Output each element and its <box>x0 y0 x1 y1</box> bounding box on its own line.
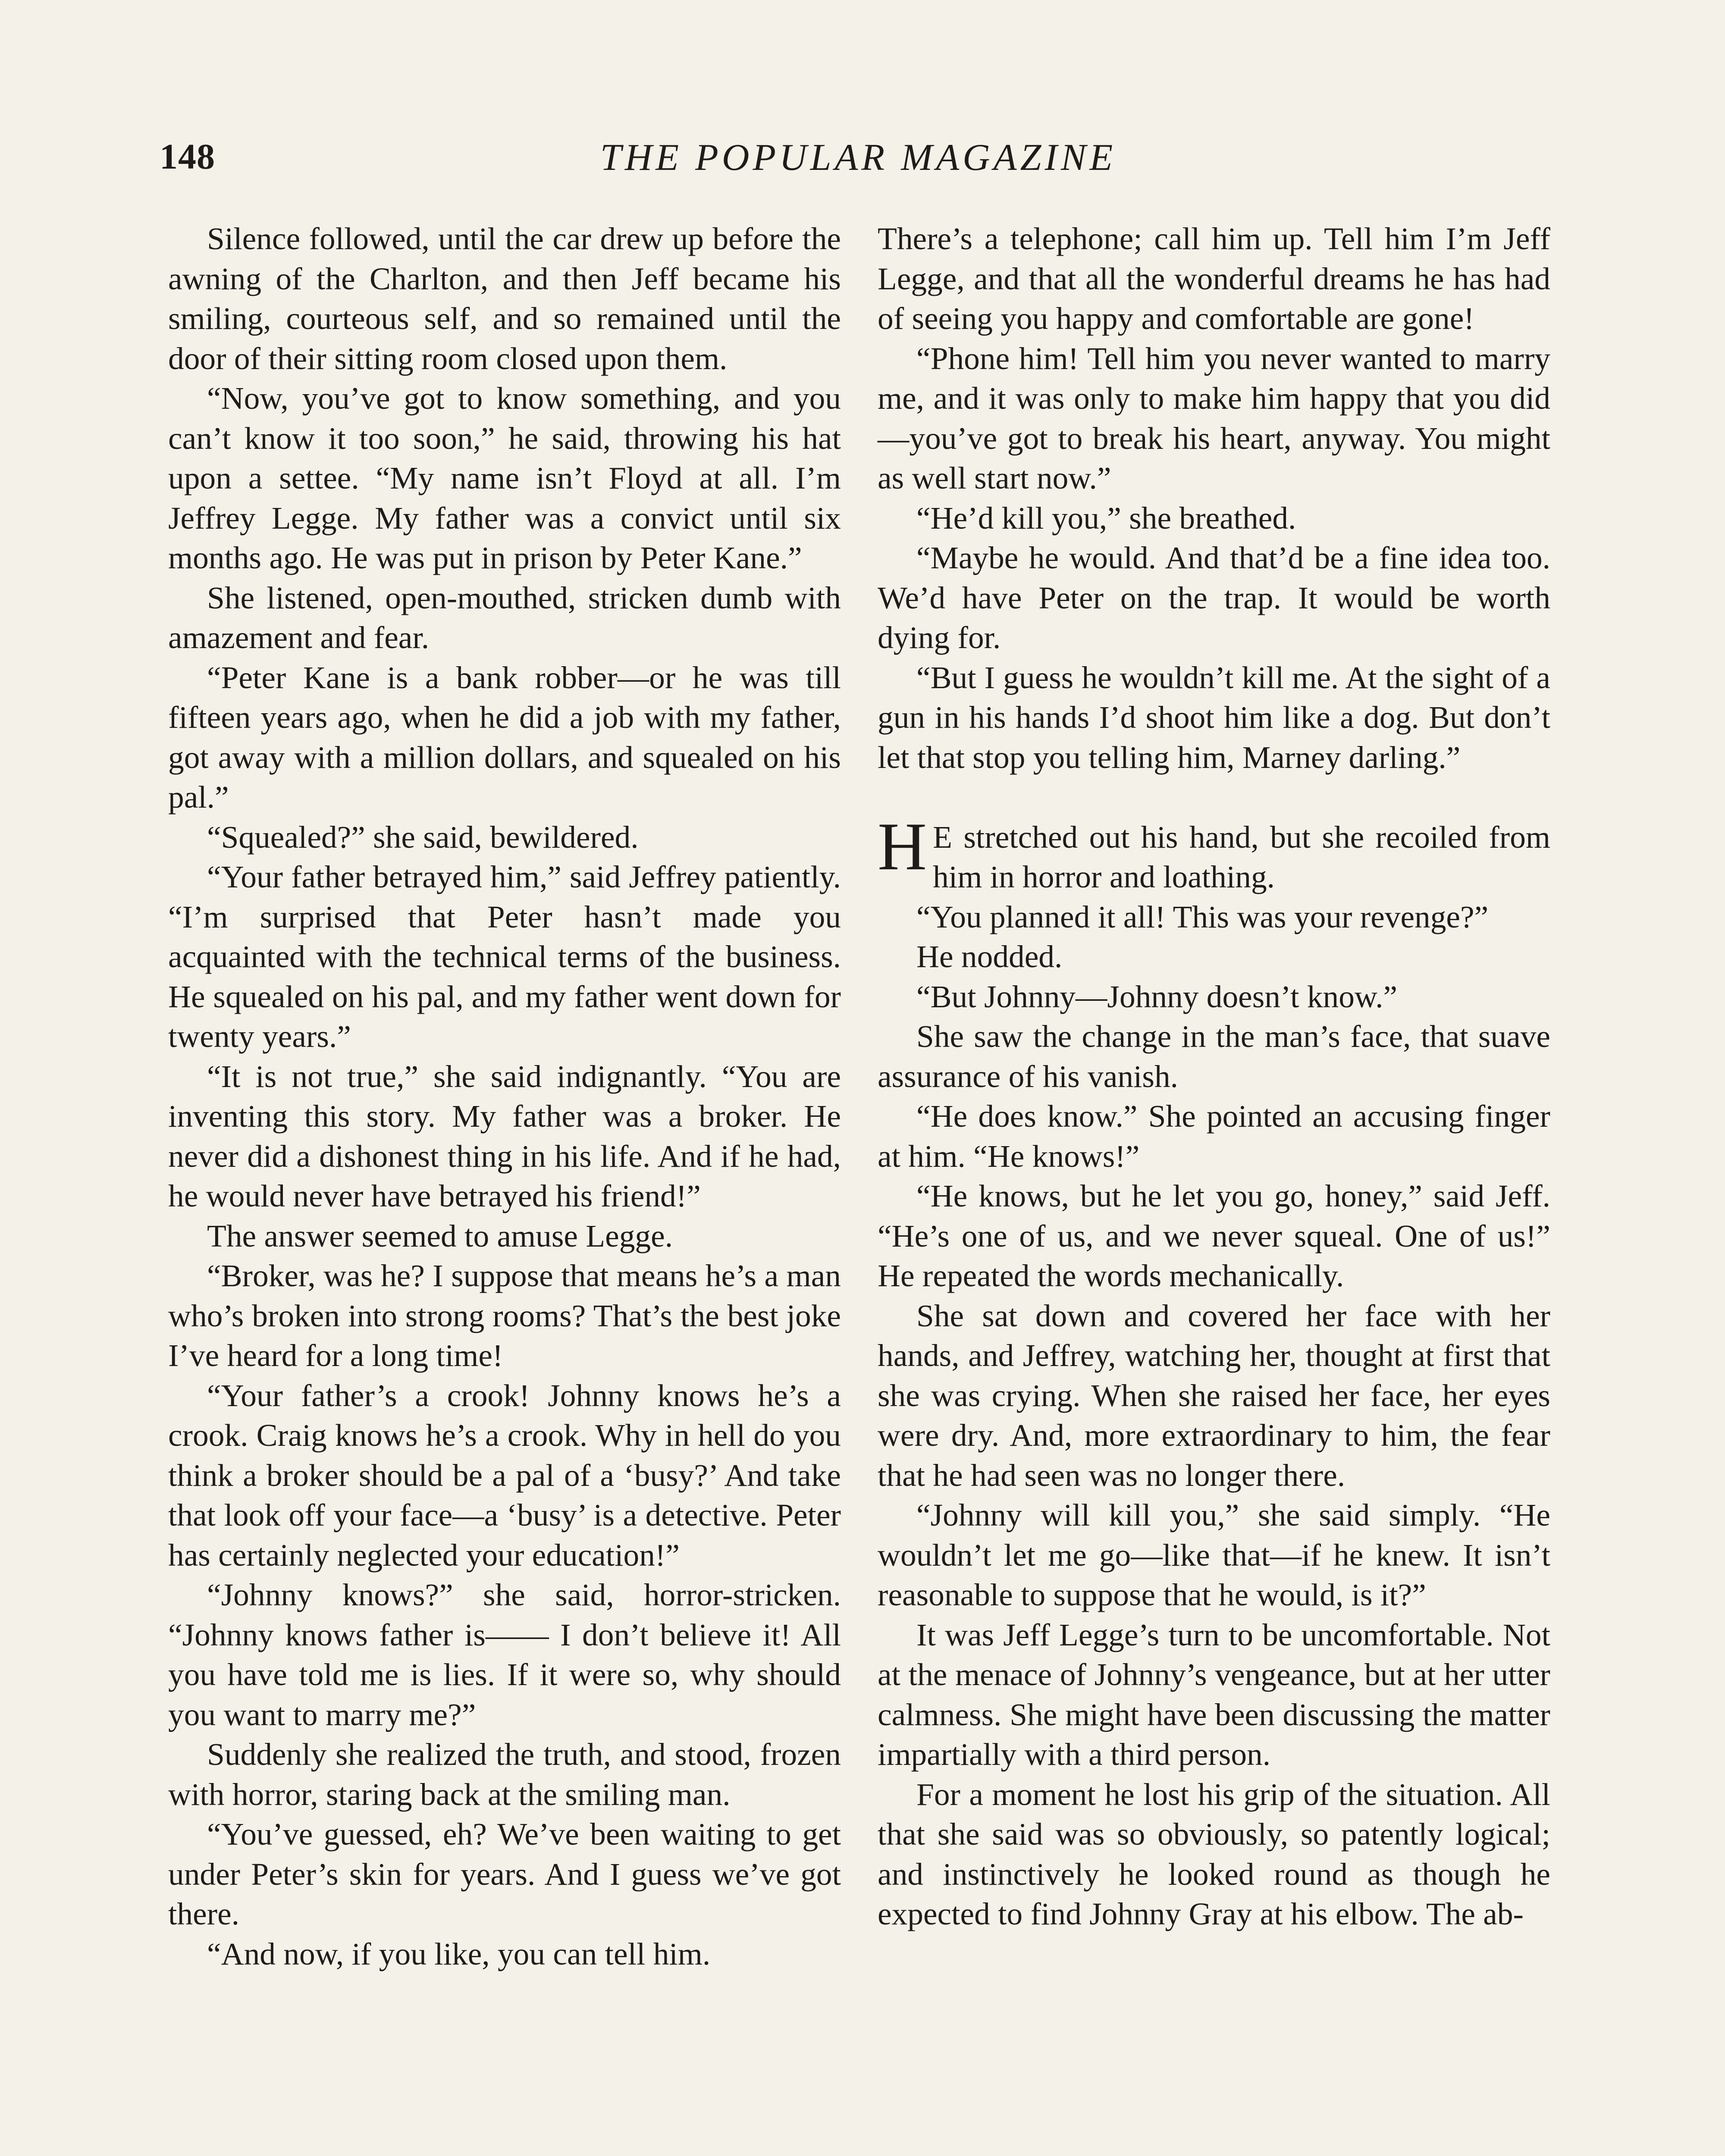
paragraph: “And now, if you like, you can tell him. <box>207 1936 711 1971</box>
paragraph: Silence followed, until the car drew up before the awning of the Charlton, and then Jeff became his smiling, courteous self, and so remained until the door of their sitting room closed upon them. <box>168 221 841 376</box>
paragraph: It was Jeff Legge’s turn to be uncomfortable. Not at the menace of Johnny’s vengeance, but at her utter calmness. She might have been discussing the matter impartially with a third person. <box>878 1617 1550 1772</box>
paragraph: There’s a telephone; call him up. Tell him I’m Jeff Legge, and that all the wonderful dreams he has had of seeing you happy and comfortable are gone! <box>878 221 1550 336</box>
paragraph: “Squealed?” she said, bewildered. <box>207 819 639 855</box>
paragraph: “Peter Kane is a bank robber—or he was till fifteen years ago, when he did a job with my father, got away with a million dollars, and squealed on his pal.” <box>168 660 841 815</box>
paragraph: “He’d kill you,” she breathed. <box>916 500 1296 536</box>
paragraph: He nodded. <box>916 939 1063 974</box>
right-column-continuation <box>878 897 1550 1934</box>
paragraph: “But Johnny—Johnny doesn’t know.” <box>916 979 1398 1014</box>
paragraph: For a moment he lost his grip of the situation. All that she said was so obviously, so patently logical; and instinctively he looked round as though he expected to find Johnny Gray at his elbow. The ab- <box>878 1777 1550 1931</box>
paragraph: “You planned it all! This was your revenge?” <box>916 899 1489 934</box>
dropcap-paragraph <box>878 808 1550 897</box>
section-break <box>878 777 1550 818</box>
paragraph: “It is not true,” she said indignantly. “You are inventing this story. My father was a broker. He never did a dishonest thing in his life. And if he had, he would never have betrayed his friend!” <box>168 1059 841 1213</box>
paragraph: Suddenly she realized the truth, and stood, frozen with horror, staring back at the smiling man. <box>168 1737 841 1812</box>
right-column-opening <box>878 219 1550 777</box>
paragraph: “He knows, but he let you go, honey,” said Jeff. “He’s one of us, and we never squeal. One of us!” He repeated the words mechanically. <box>878 1178 1550 1293</box>
dropcap-letter: H <box>878 808 927 884</box>
page-header <box>160 136 1557 188</box>
paragraph: “Johnny will kill you,” she said simply. “He wouldn’t let me go—like that—if he knew. It isn’t reasonable to suppose that he would, is it?” <box>878 1498 1550 1612</box>
paragraph: “But I guess he wouldn’t kill me. At the sight of a gun in his hands I’d shoot him like a dog. But don’t let that stop you telling him, Marney darling.” <box>878 660 1550 775</box>
right-column <box>878 219 1550 1934</box>
paragraph: “He does know.” She pointed an accusing finger at him. “He knows!” <box>878 1099 1550 1174</box>
dropcap-paragraph-text: E stretched out his hand, but she recoiled from him in horror and loathing. <box>933 819 1550 894</box>
page-number: 148 <box>160 137 215 177</box>
paragraph: “Maybe he would. And that’d be a fine idea too. We’d have Peter on the trap. It would be worth dying for. <box>878 540 1550 655</box>
paragraph: “Your father betrayed him,” said Jeffrey patiently. “I’m surprised that Peter hasn’t made you acquainted with the technical terms of the business. He squealed on his pal, and my father went down for twenty years.” <box>168 859 841 1054</box>
paragraph: “You’ve guessed, eh? We’ve been waiting to get under Peter’s skin for years. And I guess we’ve got there. <box>168 1817 841 1931</box>
running-head: THE POPULAR MAGAZINE <box>600 137 1117 179</box>
paragraph: The answer seemed to amuse Legge. <box>207 1218 673 1253</box>
paragraph: “Phone him! Tell him you never wanted to marry me, and it was only to make him happy that you did—you’ve got to break his heart, anyway. You might as well start now.” <box>878 341 1550 495</box>
paragraph: “Now, you’ve got to know something, and you can’t know it too soon,” he said, throwing his hat upon a settee. “My name isn’t Floyd at all. I’m Jeffrey Legge. My father was a convict until six months ago. He was put in prison by Peter Kane.” <box>168 381 841 575</box>
paragraph: “Johnny knows?” she said, horror-stricken. “Johnny knows father is—— I don’t believe it! All you have told me is lies. If it were so, why should you want to marry me?” <box>168 1577 841 1732</box>
left-column <box>168 219 841 1974</box>
paragraph: “Your father’s a crook! Johnny knows he’s a crook. Craig knows he’s a crook. Why in hell do you think a broker should be a pal of a ‘busy?’ And take that look off your face—a ‘busy’ is a detective. Peter has certainly neglected your education!” <box>168 1378 841 1573</box>
paragraph: “Broker, was he? I suppose that means he’s a man who’s broken into strong rooms? That’s the best joke I’ve heard for a long time! <box>168 1258 841 1373</box>
paragraph: She sat down and covered her face with her hands, and Jeffrey, watching her, thought at first that she was crying. When she raised her face, her eyes were dry. And, more extraordinary to him, the fear that he had seen was no longer there. <box>878 1298 1550 1493</box>
paragraph: She listened, open-mouthed, stricken dumb with amazement and fear. <box>168 580 841 655</box>
paragraph: She saw the change in the man’s face, that suave assurance of his vanish. <box>878 1019 1550 1094</box>
